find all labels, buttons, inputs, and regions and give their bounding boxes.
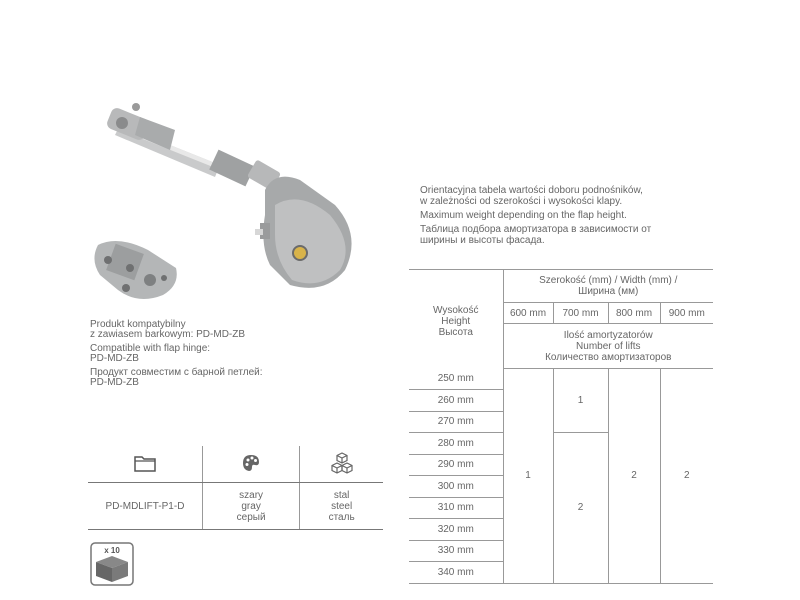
width-900: 900 mm — [660, 303, 713, 324]
width-800: 800 mm — [608, 303, 660, 324]
height-row: 270 mm — [409, 411, 503, 433]
palette-icon — [241, 453, 261, 473]
height-row: 290 mm — [409, 454, 503, 476]
width-700: 700 mm — [553, 303, 608, 324]
product-code: PD-MDLIFT-P1-D — [88, 483, 202, 530]
height-row: 250 mm — [409, 369, 503, 390]
height-header: Wysokość Height Высота — [409, 270, 503, 369]
package-box-icon — [90, 542, 134, 586]
height-row: 340 mm — [409, 562, 503, 584]
lifts-800: 2 — [608, 369, 660, 584]
height-row: 330 mm — [409, 540, 503, 562]
lifts-header: Ilość amortyzatorów Number of lifts Количество амортизаторов — [503, 324, 713, 369]
compatibility-info: Produkt kompatybilny z zawiasem barkowym: PD-MD-ZB Compatible with flap hinge: PD-MD-ZB Продукт совместим с барной петлей: PD-MD-ZB — [90, 319, 263, 388]
height-row: 320 mm — [409, 519, 503, 541]
width-600: 600 mm — [503, 303, 553, 324]
lifts-700-bottom: 2 — [553, 433, 608, 584]
lift-selection-table — [409, 269, 713, 584]
lifts-900: 2 — [660, 369, 713, 584]
package-qty: x 10 — [104, 546, 120, 555]
height-row: 310 mm — [409, 497, 503, 519]
flap-hinge-image — [88, 230, 183, 310]
orientation-description: Orientacyjna tabela wartości doboru podnośników, w zależności od szerokości i wysokości klapy. Maximum weight depending on the flap height. Таблица подбора амортизатора в зависимости от ширины и высоты фасада. — [420, 185, 652, 246]
cubes-icon — [331, 452, 353, 474]
material-cell-header — [300, 446, 383, 483]
lifts-700-top: 1 — [553, 369, 608, 433]
height-row: 300 mm — [409, 476, 503, 498]
width-header: Szerokość (mm) / Width (mm) / Ширина (мм) — [503, 270, 713, 303]
product-material: stal steel сталь — [300, 483, 383, 530]
attributes-table — [88, 446, 383, 530]
height-row: 260 mm — [409, 390, 503, 412]
lifts-600: 1 — [503, 369, 553, 584]
folder-icon — [134, 454, 156, 472]
color-cell-header — [202, 446, 299, 483]
product-color: szary gray серый — [202, 483, 299, 530]
code-cell-header — [88, 446, 202, 483]
height-row: 280 mm — [409, 433, 503, 455]
